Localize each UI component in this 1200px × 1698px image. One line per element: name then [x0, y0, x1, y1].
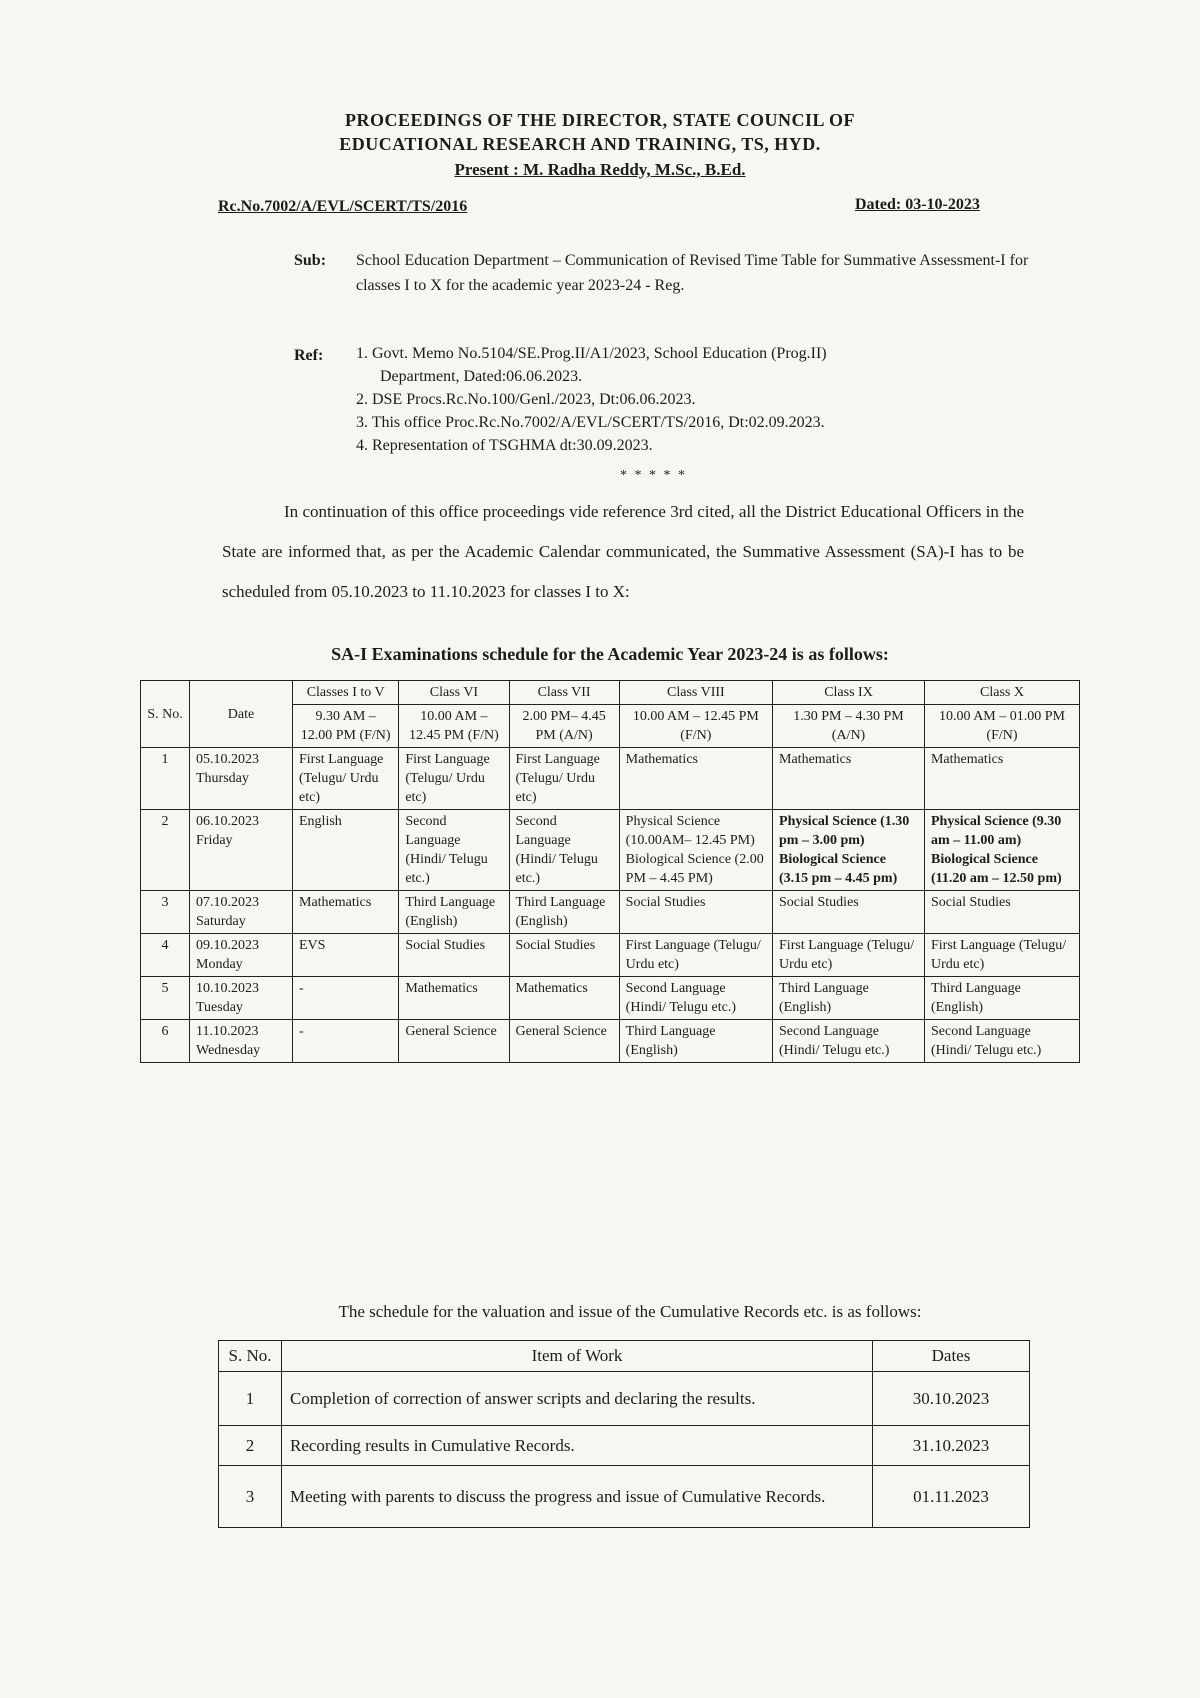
header-present: Present : M. Radha Reddy, M.Sc., B.Ed.	[454, 160, 746, 179]
cell-date: 09.10.2023 Monday	[190, 934, 293, 977]
col-header-class: Class VIII	[619, 681, 772, 705]
reference-item	[356, 388, 1039, 411]
cell-subject: First Language (Telugu/ Urdu etc)	[399, 748, 509, 810]
cell-subject: -	[293, 977, 399, 1020]
cell-date: 10.10.2023 Tuesday	[190, 977, 293, 1020]
table-row	[141, 748, 1080, 810]
col-header-time: 9.30 AM – 12.00 PM (F/N)	[293, 705, 399, 748]
cell-subject: Second Language (Hindi/ Telugu etc.)	[924, 1020, 1079, 1063]
cell-date: 01.11.2023	[873, 1466, 1030, 1528]
reference-text: 3. This office Proc.Rc.No.7002/A/EVL/SCERT/TS/2016, Dt:02.09.2023.	[356, 414, 825, 431]
col-header-time: 10.00 AM – 01.00 PM (F/N)	[924, 705, 1079, 748]
valuation-table	[218, 1340, 1030, 1528]
header-line-2: EDUCATIONAL RESEARCH AND TRAINING, TS, HYD.	[339, 134, 821, 154]
table-row	[141, 934, 1080, 977]
col-header-item: Item of Work	[282, 1341, 873, 1372]
cell-subject: Social Studies	[924, 891, 1079, 934]
table-row	[141, 1020, 1080, 1063]
cell-subject: Physical Science (10.00AM– 12.45 PM) Biological Science (2.00 PM – 4.45 PM)	[619, 810, 772, 891]
reference-item	[356, 434, 1039, 457]
cell-subject: Mathematics	[509, 977, 619, 1020]
table-row	[219, 1426, 1030, 1466]
cell-subject: Third Language (English)	[509, 891, 619, 934]
cell-sno: 1	[141, 748, 190, 810]
cell-subject: Third Language (English)	[399, 891, 509, 934]
references-label: Ref:	[294, 347, 324, 364]
separator-stars: * * * * *	[620, 468, 687, 483]
cell-subject: General Science	[509, 1020, 619, 1063]
cell-sno: 2	[219, 1426, 282, 1466]
reference-item	[356, 342, 1039, 388]
cell-subject: First Language (Telugu/ Urdu etc)	[773, 934, 925, 977]
cell-subject: Mathematics	[924, 748, 1079, 810]
cell-date: 07.10.2023 Saturday	[190, 891, 293, 934]
reference-text: 2. DSE Procs.Rc.No.100/Genl./2023, Dt:06.06.2023.	[356, 391, 696, 408]
reference-item	[356, 411, 1039, 434]
exam-schedule-table	[140, 680, 1080, 1063]
col-header-class: Class VI	[399, 681, 509, 705]
col-header-time: 10.00 AM – 12.45 PM (F/N)	[399, 705, 509, 748]
col-header-dates: Dates	[873, 1341, 1030, 1372]
cell-subject: First Language (Telugu/ Urdu etc)	[924, 934, 1079, 977]
cell-subject: Third Language (English)	[924, 977, 1079, 1020]
col-header-time: 2.00 PM– 4.45 PM (A/N)	[509, 705, 619, 748]
cell-sno: 2	[141, 810, 190, 891]
col-header-class: Class VII	[509, 681, 619, 705]
references-block	[294, 342, 1039, 457]
cell-subject: Social Studies	[773, 891, 925, 934]
col-header-time: 10.00 AM – 12.45 PM (F/N)	[619, 705, 772, 748]
cell-subject: Mathematics	[293, 891, 399, 934]
table-row	[219, 1466, 1030, 1528]
references-list	[294, 342, 1039, 457]
col-header-class: Classes I to V	[293, 681, 399, 705]
cell-item: Recording results in Cumulative Records.	[282, 1426, 873, 1466]
col-header-date: Date	[190, 681, 293, 748]
cell-subject: English	[293, 810, 399, 891]
body-paragraph: In continuation of this office proceedings vide reference 3rd cited, all the District Educational Officers in the State are informed that, as per the Academic Calendar communicated, the Summative Assessment (SA)-I has to be scheduled from 05.10.2023 to 11.10.2023 for classes I to X:	[222, 502, 1024, 601]
cell-subject: Physical Science (1.30 pm – 3.00 pm) Biological Science (3.15 pm – 4.45 pm)	[773, 810, 925, 891]
cell-subject: Second Language (Hindi/ Telugu etc.)	[399, 810, 509, 891]
cell-sno: 5	[141, 977, 190, 1020]
cell-subject: Second Language (Hindi/ Telugu etc.)	[773, 1020, 925, 1063]
col-header-sno: S. No.	[219, 1341, 282, 1372]
cell-subject: Social Studies	[399, 934, 509, 977]
table-row	[141, 891, 1080, 934]
cell-sno: 3	[141, 891, 190, 934]
reference-text-cont: Department, Dated:06.06.2023.	[380, 368, 583, 385]
cell-date: 30.10.2023	[873, 1372, 1030, 1426]
col-header-class: Class X	[924, 681, 1079, 705]
cell-subject: Third Language (English)	[619, 1020, 772, 1063]
cell-item: Meeting with parents to discuss the progress and issue of Cumulative Records.	[282, 1466, 873, 1528]
cell-subject: Social Studies	[509, 934, 619, 977]
cell-subject: First Language (Telugu/ Urdu etc)	[293, 748, 399, 810]
header-line-1: PROCEEDINGS OF THE DIRECTOR, STATE COUNCIL OF	[344, 110, 856, 130]
cell-subject: -	[293, 1020, 399, 1063]
cell-subject: Mathematics	[619, 748, 772, 810]
cell-subject: Second Language (Hindi/ Telugu etc.)	[619, 977, 772, 1020]
cell-subject: EVS	[293, 934, 399, 977]
col-header-sno: S. No.	[141, 681, 190, 748]
col-header-time: 1.30 PM – 4.30 PM (A/N)	[773, 705, 925, 748]
subject-text: School Education Department – Communication of Revised Time Table for Summative Assessment-I for classes I to X for the academic year 2023-24 - Reg.	[356, 252, 1029, 294]
dated: Dated: 03-10-2023	[855, 196, 980, 213]
cell-sno: 3	[219, 1466, 282, 1528]
cell-date: 11.10.2023 Wednesday	[190, 1020, 293, 1063]
cell-date: 31.10.2023	[873, 1426, 1030, 1466]
reference-text: 1. Govt. Memo No.5104/SE.Prog.II/A1/2023, School Education (Prog.II)	[356, 345, 827, 362]
schedule-title: SA-I Examinations schedule for the Academic Year 2023-24 is as follows:	[331, 644, 889, 664]
table-row	[219, 1372, 1030, 1426]
cell-sno: 4	[141, 934, 190, 977]
subject-block	[294, 248, 1039, 298]
cell-subject: Social Studies	[619, 891, 772, 934]
cell-date: 06.10.2023 Friday	[190, 810, 293, 891]
cell-date: 05.10.2023 Thursday	[190, 748, 293, 810]
letterhead	[0, 108, 1200, 182]
cell-subject: Mathematics	[773, 748, 925, 810]
cell-sno: 6	[141, 1020, 190, 1063]
cell-sno: 1	[219, 1372, 282, 1426]
reference-number: Rc.No.7002/A/EVL/SCERT/TS/2016	[218, 198, 468, 215]
reference-text: 4. Representation of TSGHMA dt:30.09.2023.	[356, 437, 653, 454]
subject-label: Sub:	[294, 252, 327, 269]
valuation-title: The schedule for the valuation and issue of the Cumulative Records etc. is as follows:	[338, 1302, 922, 1321]
cell-subject: General Science	[399, 1020, 509, 1063]
cell-subject: First Language (Telugu/ Urdu etc)	[619, 934, 772, 977]
cell-subject: First Language (Telugu/ Urdu etc)	[509, 748, 619, 810]
table-header-row	[141, 681, 1080, 705]
cell-subject: Third Language (English)	[773, 977, 925, 1020]
table-row	[141, 810, 1080, 891]
cell-subject: Physical Science (9.30 am – 11.00 am) Biological Science (11.20 am – 12.50 pm)	[924, 810, 1079, 891]
table-row	[141, 977, 1080, 1020]
cell-subject: Mathematics	[399, 977, 509, 1020]
table-header-row	[219, 1341, 1030, 1372]
col-header-class: Class IX	[773, 681, 925, 705]
cell-item: Completion of correction of answer scripts and declaring the results.	[282, 1372, 873, 1426]
cell-subject: Second Language (Hindi/ Telugu etc.)	[509, 810, 619, 891]
